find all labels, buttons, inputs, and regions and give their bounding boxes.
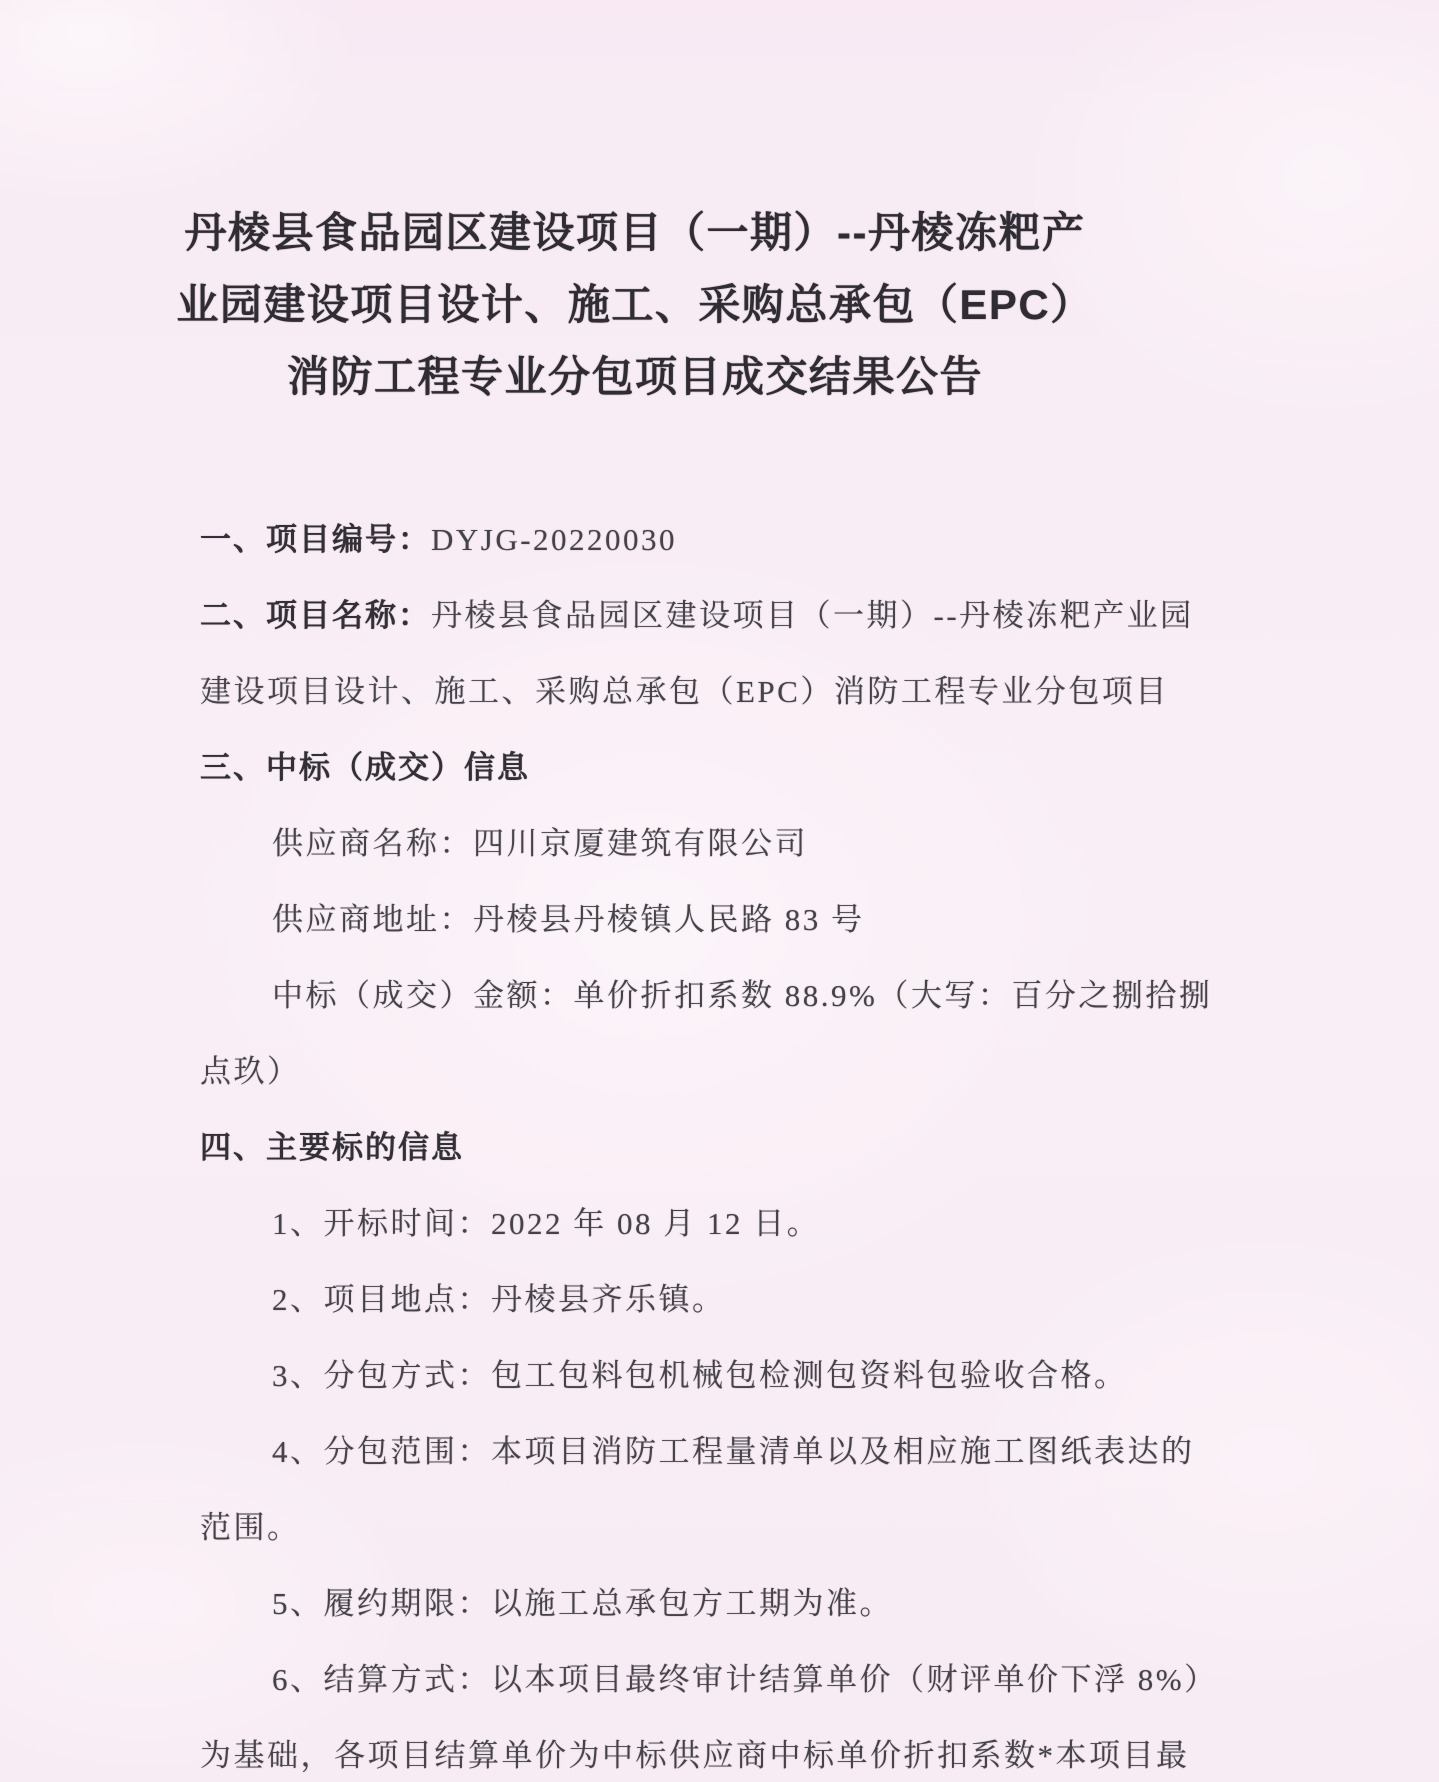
project-name-line-2: [200, 654, 1169, 730]
project-number-label: 一、项目编号：: [200, 522, 431, 557]
supplier-address-label: 供应商地址：: [272, 902, 473, 937]
supplier-address-value: 丹棱县丹棱镇人民路 83 号: [473, 902, 865, 937]
project-number-line: [200, 502, 1130, 578]
document-title-line-3: 消防工程专业分包项目成交结果公告: [286, 353, 983, 400]
award-amount-line-2: [200, 1034, 1130, 1110]
project-name-value-part-1: 丹棱县食品园区建设项目（一期）--丹棱冻粑产业园: [431, 598, 1194, 633]
project-name-label: 二、项目名称：: [200, 598, 431, 633]
project-name-line-1: [200, 578, 1194, 654]
document-title-line-2: 业园建设项目设计、施工、采购总承包（EPC）: [176, 281, 1094, 328]
subject-info-heading: 四、主要标的信息: [200, 1130, 464, 1165]
document-title-line-1: 丹棱县食品园区建设项目（一期）--丹棱冻粑产: [184, 209, 1086, 256]
subcontract-method-line: 3、分包方式：包工包料包机械包检测包资料包验收合格。: [272, 1358, 1128, 1393]
document-body: [200, 502, 1218, 1782]
project-location-line: 2、项目地点：丹棱县齐乐镇。: [272, 1282, 726, 1317]
award-info-heading: 三、中标（成交）信息: [200, 750, 530, 785]
document-title: [150, 197, 1120, 413]
award-amount-line-1: [200, 958, 1213, 1034]
settlement-method-line-2: 为基础，各项目结算单价为中标供应商中标单价折扣系数*本项目最: [200, 1738, 1190, 1773]
subcontract-scope-line-2: 范围。: [200, 1510, 301, 1545]
supplier-address-line: [200, 882, 1130, 958]
project-name-value-part-2: 建设项目设计、施工、采购总承包（EPC）消防工程专业分包项目: [200, 674, 1169, 709]
supplier-name-value: 四川京厦建筑有限公司: [473, 826, 808, 861]
performance-period-line: 5、履约期限：以施工总承包方工期为准。: [272, 1586, 893, 1621]
settlement-method-line-1: 6、结算方式：以本项目最终审计结算单价（财评单价下浮 8%）: [272, 1662, 1218, 1697]
award-amount-value-part-2: 点玖）: [200, 1054, 301, 1089]
subcontract-scope-line-1: 4、分包范围：本项目消防工程量清单以及相应施工图纸表达的: [272, 1434, 1195, 1469]
bid-open-time-line: 1、开标时间：2022 年 08 月 12 日。: [272, 1206, 821, 1241]
award-amount-value-part-1: 单价折扣系数 88.9%（大写：百分之捌拾捌: [573, 978, 1213, 1013]
supplier-name-label: 供应商名称：: [272, 826, 473, 861]
supplier-name-line: [200, 806, 1130, 882]
project-number-value: DYJG-20220030: [431, 522, 678, 557]
award-amount-label: 中标（成交）金额：: [272, 978, 574, 1013]
